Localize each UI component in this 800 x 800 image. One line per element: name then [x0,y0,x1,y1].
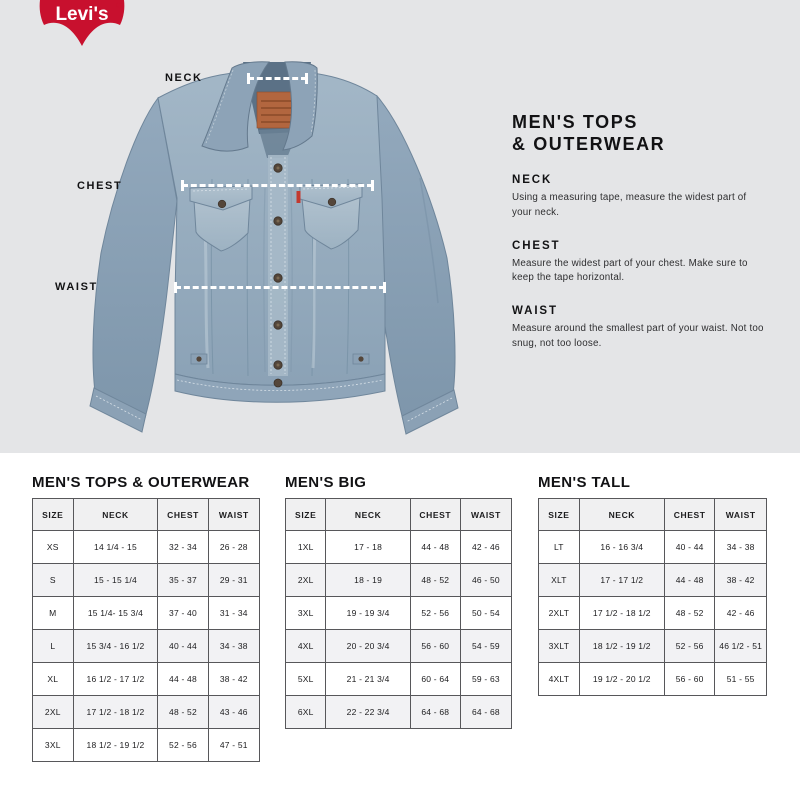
size-table [538,498,767,696]
size-cell: 17 1/2 - 18 1/2 [73,696,158,729]
size-cell: 18 1/2 - 19 1/2 [73,729,158,762]
table-row [33,597,260,630]
size-cell: 15 3/4 - 16 1/2 [73,630,158,663]
size-cell: 50 - 54 [460,597,511,630]
registered-mark-icon: ® [116,0,123,10]
tall-table [538,498,767,696]
size-cell: 40 - 44 [664,531,715,564]
column-header: SIZE [539,499,580,531]
size-cell: 34 - 38 [715,531,767,564]
size-cell: 38 - 42 [208,663,259,696]
guide-chest-heading: CHEST [512,239,561,252]
measure-tick [247,73,250,84]
size-table [32,498,260,762]
size-cell: 2XL [286,564,326,597]
waist-label: WAIST [55,281,98,293]
table-row [286,663,512,696]
size-cell: 18 1/2 - 19 1/2 [579,630,664,663]
table-row [539,630,767,663]
column-header: NECK [579,499,664,531]
size-cell: 46 - 50 [460,564,511,597]
size-cell: 46 1/2 - 51 [715,630,767,663]
size-cell: 64 - 68 [410,696,460,729]
size-cell: 54 - 59 [460,630,511,663]
tall-table-block [538,474,767,696]
size-cell: 43 - 46 [208,696,259,729]
size-cell: 34 - 38 [208,630,259,663]
header-row [33,499,260,531]
size-cell: 38 - 42 [715,564,767,597]
size-cell: 51 - 55 [715,663,767,696]
size-cell: 15 1/4- 15 3/4 [73,597,158,630]
table-row [539,663,767,696]
table-title: MEN'S BIG [285,474,367,491]
size-cell: 3XLT [539,630,580,663]
big-table-block [285,474,512,729]
size-cell: 42 - 46 [460,531,511,564]
guide-neck-heading: NECK [512,174,553,187]
table-row [539,531,767,564]
header-row [539,499,767,531]
table-row [286,564,512,597]
size-cell: 19 1/2 - 20 1/2 [579,663,664,696]
size-cell: 16 1/2 - 17 1/2 [73,663,158,696]
size-cell: 42 - 46 [715,597,767,630]
guide-title [512,112,766,155]
table-row [286,597,512,630]
waist-measure-line [175,286,385,289]
size-cell: 5XL [286,663,326,696]
size-cell: 52 - 56 [410,597,460,630]
size-cell: 6XL [286,696,326,729]
big-table [285,498,512,729]
table-row [33,729,260,762]
table-row [286,531,512,564]
size-cell: 15 - 15 1/4 [73,564,158,597]
size-cell: L [33,630,74,663]
size-cell: 64 - 68 [460,696,511,729]
neck-label: NECK [165,72,203,84]
red-tab [297,191,301,203]
chest-label: CHEST [77,180,123,192]
guide-title-line2: & OUTERWEAR [512,133,666,154]
size-tables-section [0,453,800,800]
guide-waist-text: Measure around the smallest part of your waist. Not too snug, not too loose. [512,322,764,349]
column-header: NECK [326,499,410,531]
size-cell: 32 - 34 [158,531,208,564]
table-row [33,630,260,663]
tops-outerwear-table-block [32,474,260,762]
size-cell: 17 - 18 [326,531,410,564]
size-cell: 52 - 56 [158,729,208,762]
column-header: CHEST [410,499,460,531]
measure-tick [371,180,374,191]
size-cell: 3XL [286,597,326,630]
size-cell: 1XL [286,531,326,564]
size-cell: 22 - 22 3/4 [326,696,410,729]
size-cell: 52 - 56 [664,630,715,663]
guide-title-line1: MEN'S TOPS [512,112,638,132]
size-cell: 37 - 40 [158,597,208,630]
column-header: CHEST [664,499,715,531]
table-row [539,597,767,630]
header-row [286,499,512,531]
size-cell: 59 - 63 [460,663,511,696]
measure-tick [305,73,308,84]
size-cell: 20 - 20 3/4 [326,630,410,663]
size-cell: 44 - 48 [410,531,460,564]
table-row [33,531,260,564]
size-cell: 14 1/4 - 15 [73,531,158,564]
tops-outerwear-table [32,498,260,762]
guide-chest-text: Measure the widest part of your chest. Make sure to keep the tape horizontal. [512,257,748,284]
column-header: WAIST [715,499,767,531]
table-row [286,696,512,729]
size-cell: 4XLT [539,663,580,696]
guide-waist-heading: WAIST [512,304,558,317]
table-row [33,696,260,729]
logo-wordmark: Levi's [55,4,109,25]
guide-neck-text: Using a measuring tape, measure the widest part of your neck. [512,192,747,218]
size-cell: M [33,597,74,630]
jacket-placket [268,155,288,387]
size-cell: 21 - 21 3/4 [326,663,410,696]
size-cell: 48 - 52 [664,597,715,630]
size-cell: 2XLT [539,597,580,630]
size-cell: 56 - 60 [664,663,715,696]
size-cell: 29 - 31 [208,564,259,597]
size-cell: 56 - 60 [410,630,460,663]
size-cell: 19 - 19 3/4 [326,597,410,630]
size-cell: 18 - 19 [326,564,410,597]
size-cell: 48 - 52 [410,564,460,597]
size-cell: 60 - 64 [410,663,460,696]
size-cell: 17 1/2 - 18 1/2 [579,597,664,630]
neck-measure-line [248,77,307,80]
column-header: CHEST [158,499,208,531]
table-row [539,564,767,597]
size-cell: XL [33,663,74,696]
column-header: WAIST [460,499,511,531]
table-title: MEN'S TALL [538,474,631,491]
measure-tick [174,282,177,293]
size-table [285,498,512,729]
measure-tick [383,282,386,293]
size-cell: XLT [539,564,580,597]
size-cell: 44 - 48 [664,564,715,597]
guide-panel [512,112,766,351]
table-title: MEN'S TOPS & OUTERWEAR [32,474,250,491]
size-cell: S [33,564,74,597]
size-cell: 48 - 52 [158,696,208,729]
size-cell: 31 - 34 [208,597,259,630]
size-cell: 2XL [33,696,74,729]
size-cell: 35 - 37 [158,564,208,597]
size-cell: 17 - 17 1/2 [579,564,664,597]
chest-measure-line [182,184,373,187]
size-cell: 47 - 51 [208,729,259,762]
size-cell: 44 - 48 [158,663,208,696]
column-header: WAIST [208,499,259,531]
size-cell: 3XL [33,729,74,762]
levis-logo [37,0,127,50]
size-cell: XS [33,531,74,564]
column-header: SIZE [286,499,326,531]
size-cell: 26 - 28 [208,531,259,564]
size-cell: 4XL [286,630,326,663]
size-cell: 40 - 44 [158,630,208,663]
column-header: NECK [73,499,158,531]
table-row [33,663,260,696]
size-cell: LT [539,531,580,564]
table-row [286,630,512,663]
column-header: SIZE [33,499,74,531]
table-row [33,564,260,597]
jacket-image [65,58,480,456]
size-cell: 16 - 16 3/4 [579,531,664,564]
measure-tick [181,180,184,191]
